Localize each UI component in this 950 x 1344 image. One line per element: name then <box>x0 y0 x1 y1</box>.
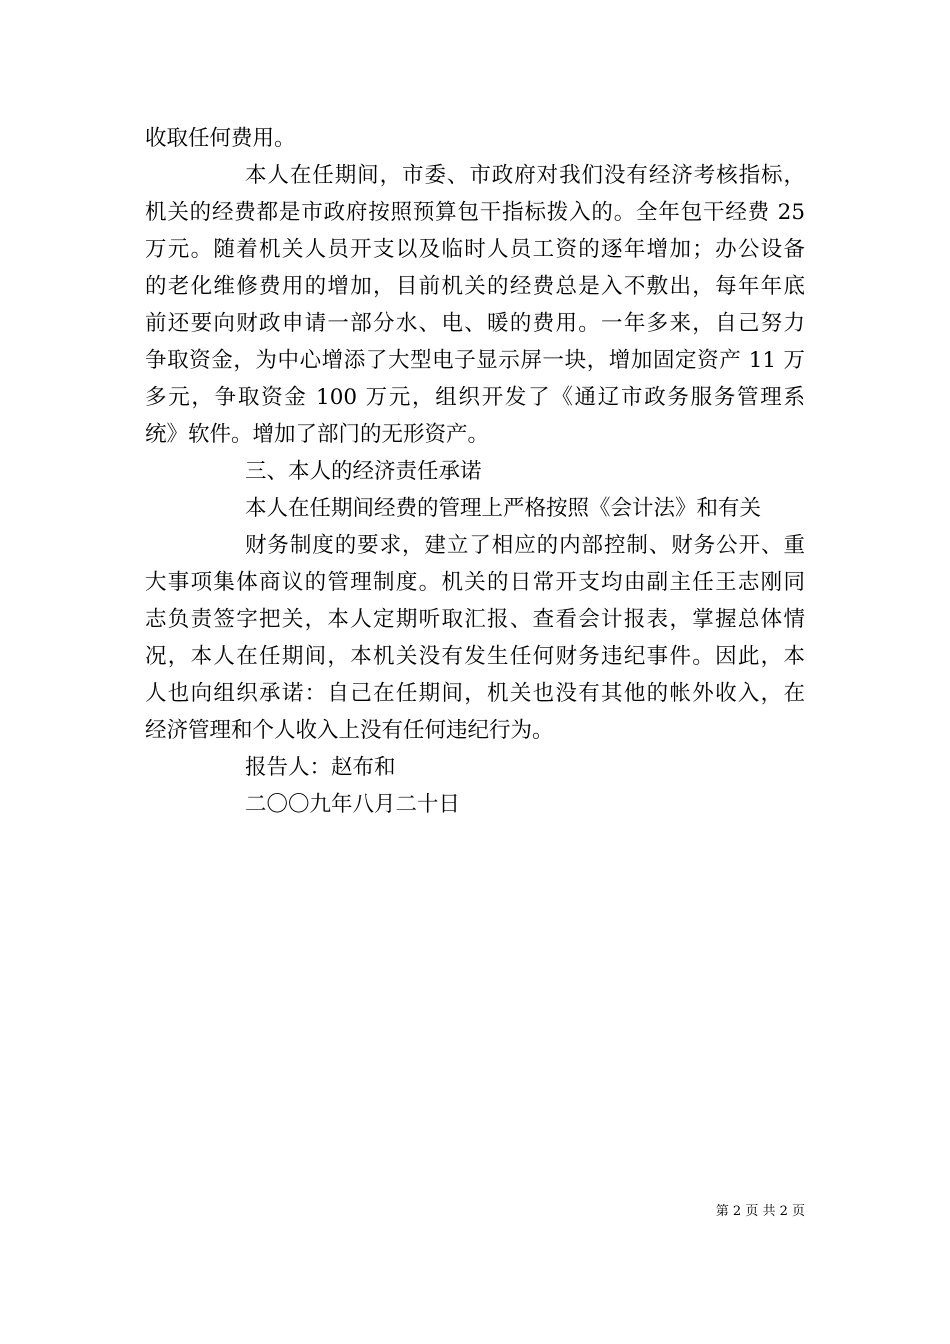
reporter-line: 报告人：赵布和 <box>245 755 396 780</box>
text-line-1: 收取任何费用。 <box>145 126 296 151</box>
text-line-5: 的老化维修费用的增加，目前机关的经费总是入不敷出，每年年底 <box>145 274 805 299</box>
text-line-9: 统》软件。增加了部门的无形资产。 <box>145 422 490 447</box>
text-line-3: 机关的经费都是市政府按照预算包干指标拨入的。全年包干经费 25 <box>145 200 805 225</box>
text-line-14: 志负责签字把关，本人定期听取汇报、查看会计报表，掌握总体情 <box>145 607 805 632</box>
text-line-2: 本人在任期间，市委、市政府对我们没有经济考核指标， <box>245 163 805 188</box>
section-heading: 三、本人的经济责任承诺 <box>245 459 482 484</box>
text-line-4: 万元。随着机关人员开支以及临时人员工资的逐年增加；办公设备 <box>145 237 805 262</box>
text-line-16: 人也向组织承诺：自己在任期间，机关也没有其他的帐外收入，在 <box>145 681 805 706</box>
text-line-15: 况，本人在任期间，本机关没有发生任何财务违纪事件。因此，本 <box>145 644 805 669</box>
text-line-8: 多元，争取资金 100 万元，组织开发了《通辽市政务服务管理系 <box>145 385 805 410</box>
text-line-17: 经济管理和个人收入上没有任何违纪行为。 <box>145 718 554 743</box>
text-line-7: 争取资金，为中心增添了大型电子显示屏一块，增加固定资产 11 万 <box>145 348 805 373</box>
text-line-11: 本人在任期间经费的管理上严格按照《会计法》和有关 <box>245 496 762 521</box>
page-footer: 第 2 页 共 2 页 <box>715 1204 805 1219</box>
text-line-13: 大事项集体商议的管理制度。机关的日常开支均由副主任王志刚同 <box>145 570 805 595</box>
date-line: 二〇〇九年八月二十日 <box>245 792 461 817</box>
text-line-12: 财务制度的要求，建立了相应的内部控制、财务公开、重 <box>245 533 805 558</box>
text-line-6: 前还要向财政申请一部分水、电、暖的费用。一年多来，自己努力 <box>145 311 805 336</box>
